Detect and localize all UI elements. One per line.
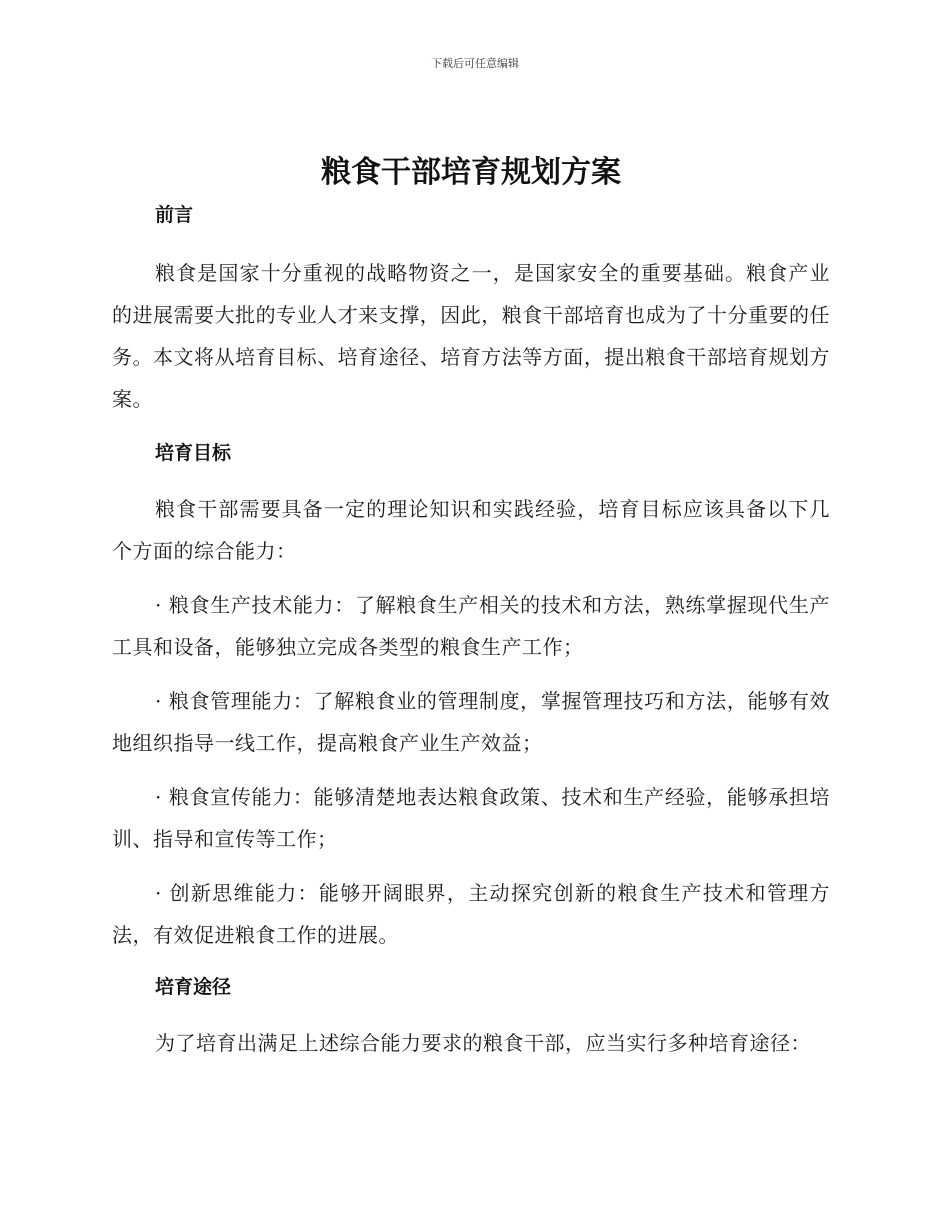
header-note: 下载后可任意编辑 xyxy=(431,57,519,70)
section-heading-preface: 前言 xyxy=(155,204,194,226)
preface-paragraph: 粮食是国家十分重视的战略物资之一，是国家安全的重要基础。粮食产业的进展需要大批的专业人才来支撑，因此，粮食干部培育也成为了十分重要的任务。本文将从培育目标、培育途径、培育方法等方面，提出粮食干部培育规划方案。 xyxy=(112,261,830,411)
goal-item-innovation: · 创新思维能力：能够开阔眼界，主动探究创新的粮食生产技术和管理方法，有效促进粮食工作的进展。 xyxy=(112,881,830,947)
goal-item-publicity: · 粮食宣传能力：能够清楚地表达粮食政策、技术和生产经验，能够承担培训、指导和宣传等工作； xyxy=(112,785,830,851)
paths-intro-paragraph: 为了培育出满足上述综合能力要求的粮食干部，应当实行多种培育途径： xyxy=(155,1031,811,1055)
document-title: 粮食干部培育规划方案 xyxy=(321,155,621,190)
goals-intro-paragraph: 粮食干部需要具备一定的理论知识和实践经验，培育目标应该具备以下几个方面的综合能力： xyxy=(112,497,830,563)
document-body xyxy=(112,150,830,1064)
goal-item-management: · 粮食管理能力：了解粮食业的管理制度，掌握管理技巧和方法，能够有效地组织指导一线工作，提高粮食产业生产效益； xyxy=(112,689,830,755)
section-heading-paths: 培育途径 xyxy=(155,976,232,998)
section-heading-goals: 培育目标 xyxy=(155,442,232,464)
goal-item-production: · 粮食生产技术能力：了解粮食生产相关的技术和方法，熟练掌握现代生产工具和设备，能够独立完成各类型的粮食生产工作； xyxy=(112,593,830,659)
